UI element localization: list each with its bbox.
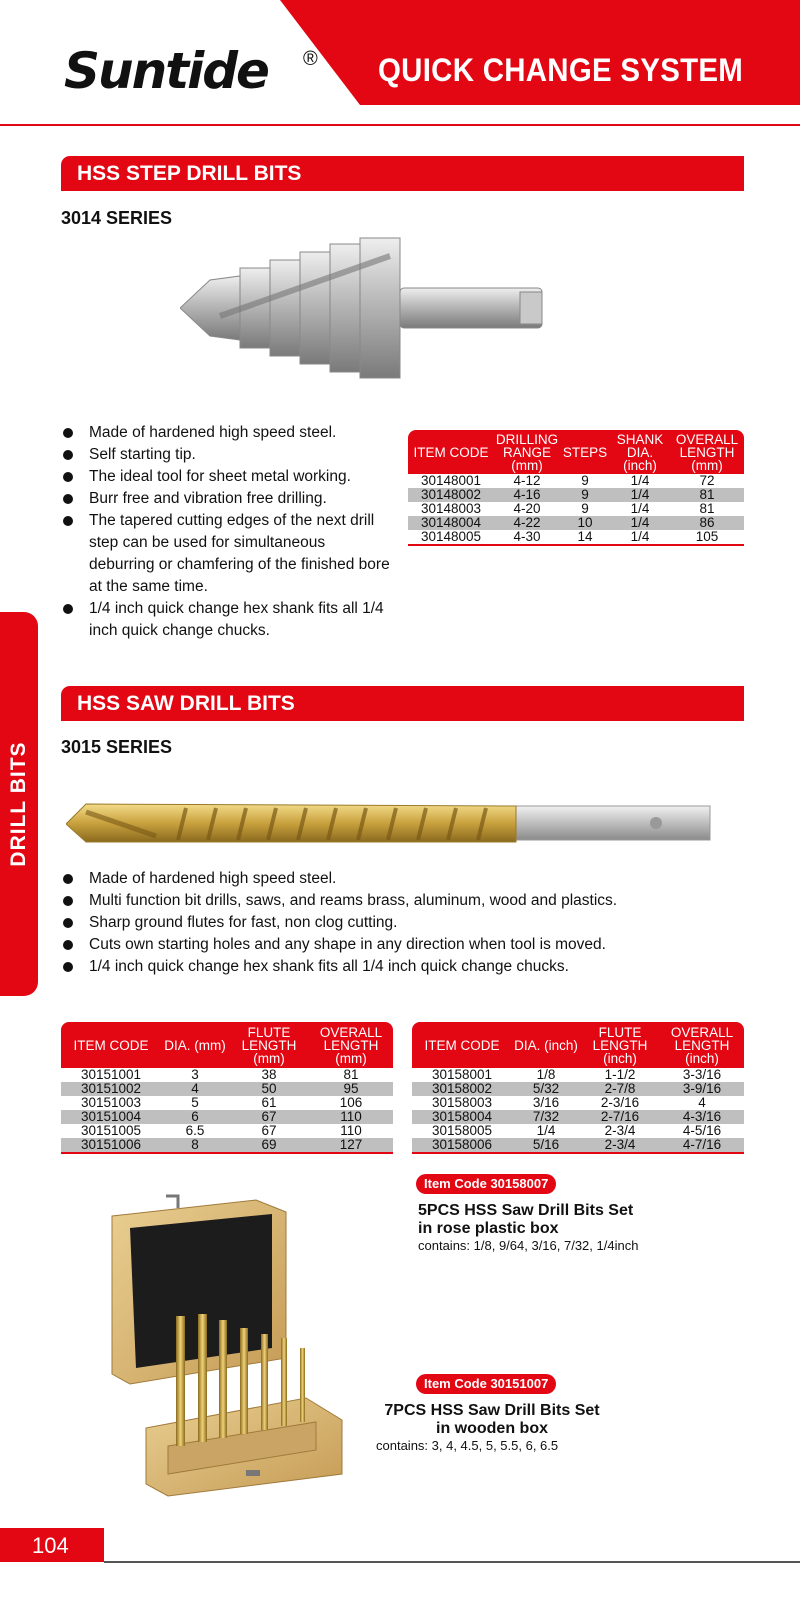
table-cell: 10 — [560, 516, 610, 530]
table-cell: 2-3/16 — [600, 1095, 640, 1110]
table-cell: 1/8 — [536, 1067, 556, 1082]
saw-drill-bit-image — [66, 796, 720, 852]
step-drill-section-title: HSS STEP DRILL BITS — [77, 162, 302, 185]
table-row — [61, 1110, 393, 1124]
set-5pcs-title — [418, 1202, 633, 1238]
table-cell: 4 — [161, 1082, 229, 1096]
saw-drill-section-title: HSS SAW DRILL BITS — [77, 692, 295, 715]
footer-divider — [104, 1561, 800, 1563]
table-cell: 5/16 — [512, 1138, 580, 1153]
table-cell: 14 — [560, 530, 610, 545]
table-cell: 4-20 — [513, 501, 541, 516]
table-cell: 30151005 — [80, 1123, 142, 1138]
table-cell: 61 — [261, 1095, 277, 1110]
set-5pcs-title-line2: in rose plastic box — [418, 1220, 559, 1237]
table-cell: 9 — [581, 501, 589, 516]
table-cell: 1/4 — [610, 488, 670, 502]
table-cell: 30158005 — [431, 1123, 493, 1138]
table-cell: 30148004 — [408, 516, 494, 530]
table-row — [412, 1138, 744, 1153]
table-cell: 86 — [670, 516, 744, 530]
table-cell: 5 — [191, 1095, 199, 1110]
side-category-label: DRILL BITS — [7, 741, 30, 867]
set-7pcs-title-line2: in wooden box — [436, 1420, 548, 1437]
table-header: FLUTE LENGTH (mm) — [229, 1022, 309, 1068]
table-cell: 72 — [699, 473, 715, 488]
step-drill-spec-table — [408, 430, 744, 546]
table-row — [408, 530, 744, 545]
list-item: Burr free and vibration free drilling. — [61, 488, 391, 510]
table-cell: 30148001 — [420, 473, 482, 488]
table-cell: 30148003 — [420, 501, 482, 516]
table-header: DIA. (inch) — [512, 1022, 580, 1068]
table-header: DRILLING RANGE (mm) — [495, 432, 559, 473]
table-cell: 105 — [670, 530, 744, 545]
table-cell: 1/4 — [536, 1123, 556, 1138]
set-5pcs-contents: contains: 1/8, 9/64, 3/16, 7/32, 1/4inch — [418, 1238, 639, 1253]
table-cell: 81 — [343, 1067, 359, 1082]
table-row — [61, 1124, 393, 1138]
table-header: ITEM CODE — [61, 1022, 161, 1068]
table-header: DIA. (mm) — [161, 1022, 229, 1068]
saw-drill-feature-list — [61, 868, 751, 978]
list-item: Made of hardened high speed steel. — [61, 868, 751, 890]
table-cell: 69 — [229, 1138, 309, 1153]
table-cell: 81 — [670, 488, 744, 502]
table-cell: 4-22 — [494, 516, 560, 530]
table-cell: 30151004 — [61, 1110, 161, 1124]
table-header: OVERALL LENGTH (mm) — [309, 1022, 393, 1068]
table-cell: 3-9/16 — [660, 1082, 744, 1096]
table-cell: 38 — [261, 1067, 277, 1082]
table-row — [412, 1124, 744, 1138]
table-cell: 1/4 — [630, 473, 650, 488]
table-cell: 30151002 — [61, 1082, 161, 1096]
table-cell: 81 — [699, 501, 715, 516]
table-cell: 30148002 — [408, 488, 494, 502]
table-cell: 67 — [261, 1123, 277, 1138]
table-cell: 4 — [698, 1095, 706, 1110]
set-7pcs-title-line1: 7PCS HSS Saw Drill Bits Set — [384, 1402, 600, 1419]
table-cell: 2-7/8 — [580, 1082, 660, 1096]
table-cell: 1-1/2 — [604, 1067, 636, 1082]
set-7pcs-title — [376, 1402, 608, 1438]
table-cell: 9 — [560, 488, 610, 502]
header-title: QUICK CHANGE SYSTEM — [378, 52, 744, 88]
table-cell: 50 — [229, 1082, 309, 1096]
table-row — [412, 1110, 744, 1124]
table-cell: 127 — [309, 1138, 393, 1153]
page-header — [0, 0, 800, 130]
table-cell: 30158002 — [412, 1082, 512, 1096]
table-row — [408, 488, 744, 502]
list-item: Made of hardened high speed steel. — [61, 422, 391, 444]
step-drill-bit-image — [180, 236, 560, 382]
list-item: Sharp ground flutes for fast, non clog cutting. — [61, 912, 751, 934]
table-cell: 4-12 — [513, 473, 541, 488]
table-cell: 30158006 — [412, 1138, 512, 1153]
page-number: 104 — [32, 1533, 69, 1558]
table-cell: 4-30 — [494, 530, 560, 545]
table-cell: 2-7/16 — [580, 1110, 660, 1124]
table-cell: 3 — [191, 1067, 199, 1082]
table-cell: 4-16 — [494, 488, 560, 502]
table-cell: 106 — [339, 1095, 363, 1110]
table-header: STEPS — [560, 430, 610, 474]
table-cell: 9 — [581, 473, 589, 488]
saw-drill-section-bar — [61, 686, 744, 721]
brand-logo: Suntide — [64, 42, 268, 100]
table-row — [61, 1068, 393, 1082]
list-item: Self starting tip. — [61, 444, 391, 466]
table-cell: 30158003 — [431, 1095, 493, 1110]
header-divider — [0, 124, 800, 126]
table-row — [408, 474, 744, 488]
table-cell: 3-3/16 — [682, 1067, 722, 1082]
list-item: Multi function bit drills, saws, and reams brass, aluminum, wood and plastics. — [61, 890, 751, 912]
set-7pcs-contents: contains: 3, 4, 4.5, 5, 5.5, 6, 6.5 — [376, 1438, 559, 1453]
saw-drill-inch-table — [412, 1022, 744, 1154]
table-cell: 30151006 — [61, 1138, 161, 1153]
step-drill-feature-list — [61, 422, 391, 642]
table-cell: 30151003 — [80, 1095, 142, 1110]
table-cell: 110 — [340, 1123, 362, 1138]
table-cell: 4-7/16 — [660, 1138, 744, 1153]
table-cell: 1/4 — [610, 530, 670, 545]
table-row — [408, 516, 744, 530]
table-header: OVERALL LENGTH (mm) — [670, 430, 744, 474]
list-item: Cuts own starting holes and any shape in any direction when tool is moved. — [61, 934, 751, 956]
table-row — [61, 1082, 393, 1096]
table-cell: 1/4 — [630, 501, 650, 516]
set-5pcs-item-code: Item Code 30158007 — [416, 1174, 556, 1194]
table-cell: 67 — [229, 1110, 309, 1124]
table-cell: 7/32 — [512, 1110, 580, 1124]
table-cell: 110 — [309, 1110, 393, 1124]
table-cell: 30151001 — [80, 1067, 142, 1082]
table-row — [412, 1068, 744, 1082]
table-cell: 4-3/16 — [660, 1110, 744, 1124]
table-cell: 95 — [309, 1082, 393, 1096]
table-header: ITEM CODE — [412, 1022, 512, 1068]
step-drill-series: 3014 SERIES — [61, 208, 173, 228]
table-header: FLUTE LENGTH (inch) — [580, 1022, 660, 1068]
table-cell: 30158001 — [431, 1067, 493, 1082]
table-cell: 6 — [161, 1110, 229, 1124]
table-header: ITEM CODE — [408, 430, 494, 474]
set-5pcs-title-line1: 5PCS HSS Saw Drill Bits Set — [418, 1202, 634, 1219]
list-item: 1/4 inch quick change hex shank fits all 1/4 inch quick change chucks. — [61, 598, 391, 642]
saw-drill-mm-table — [61, 1022, 393, 1154]
table-row — [412, 1096, 744, 1110]
table-row — [61, 1138, 393, 1153]
table-cell: 2-3/4 — [580, 1138, 660, 1153]
list-item: 1/4 inch quick change hex shank fits all 1/4 inch quick change chucks. — [61, 956, 751, 978]
step-drill-section-bar — [61, 156, 744, 191]
table-cell: 30148005 — [408, 530, 494, 545]
table-cell: 1/4 — [610, 516, 670, 530]
saw-drill-series: 3015 SERIES — [61, 737, 173, 757]
table-cell: 2-3/4 — [604, 1123, 636, 1138]
table-cell: 30158004 — [412, 1110, 512, 1124]
table-cell: 8 — [161, 1138, 229, 1153]
table-row — [412, 1082, 744, 1096]
table-header: SHANK DIA. (inch) — [610, 430, 670, 474]
table-cell: 6.5 — [185, 1123, 205, 1138]
list-item: The ideal tool for sheet metal working. — [61, 466, 391, 488]
table-header: OVERALL LENGTH (inch) — [660, 1022, 744, 1068]
table-row — [61, 1096, 393, 1110]
list-item: The tapered cutting edges of the next drill step can be used for simultaneous deburring or chamfering of the finished bore at the same time. — [61, 510, 391, 598]
table-cell: 4-5/16 — [682, 1123, 722, 1138]
side-category-tab — [0, 612, 38, 996]
set-7pcs-item-code: Item Code 30151007 — [416, 1374, 556, 1394]
table-row — [408, 502, 744, 516]
drill-set-box-image — [106, 1188, 344, 1500]
page-number-box — [0, 1528, 104, 1562]
registered-mark: ® — [303, 48, 318, 70]
table-cell: 5/32 — [512, 1082, 580, 1096]
table-cell: 3/16 — [532, 1095, 560, 1110]
